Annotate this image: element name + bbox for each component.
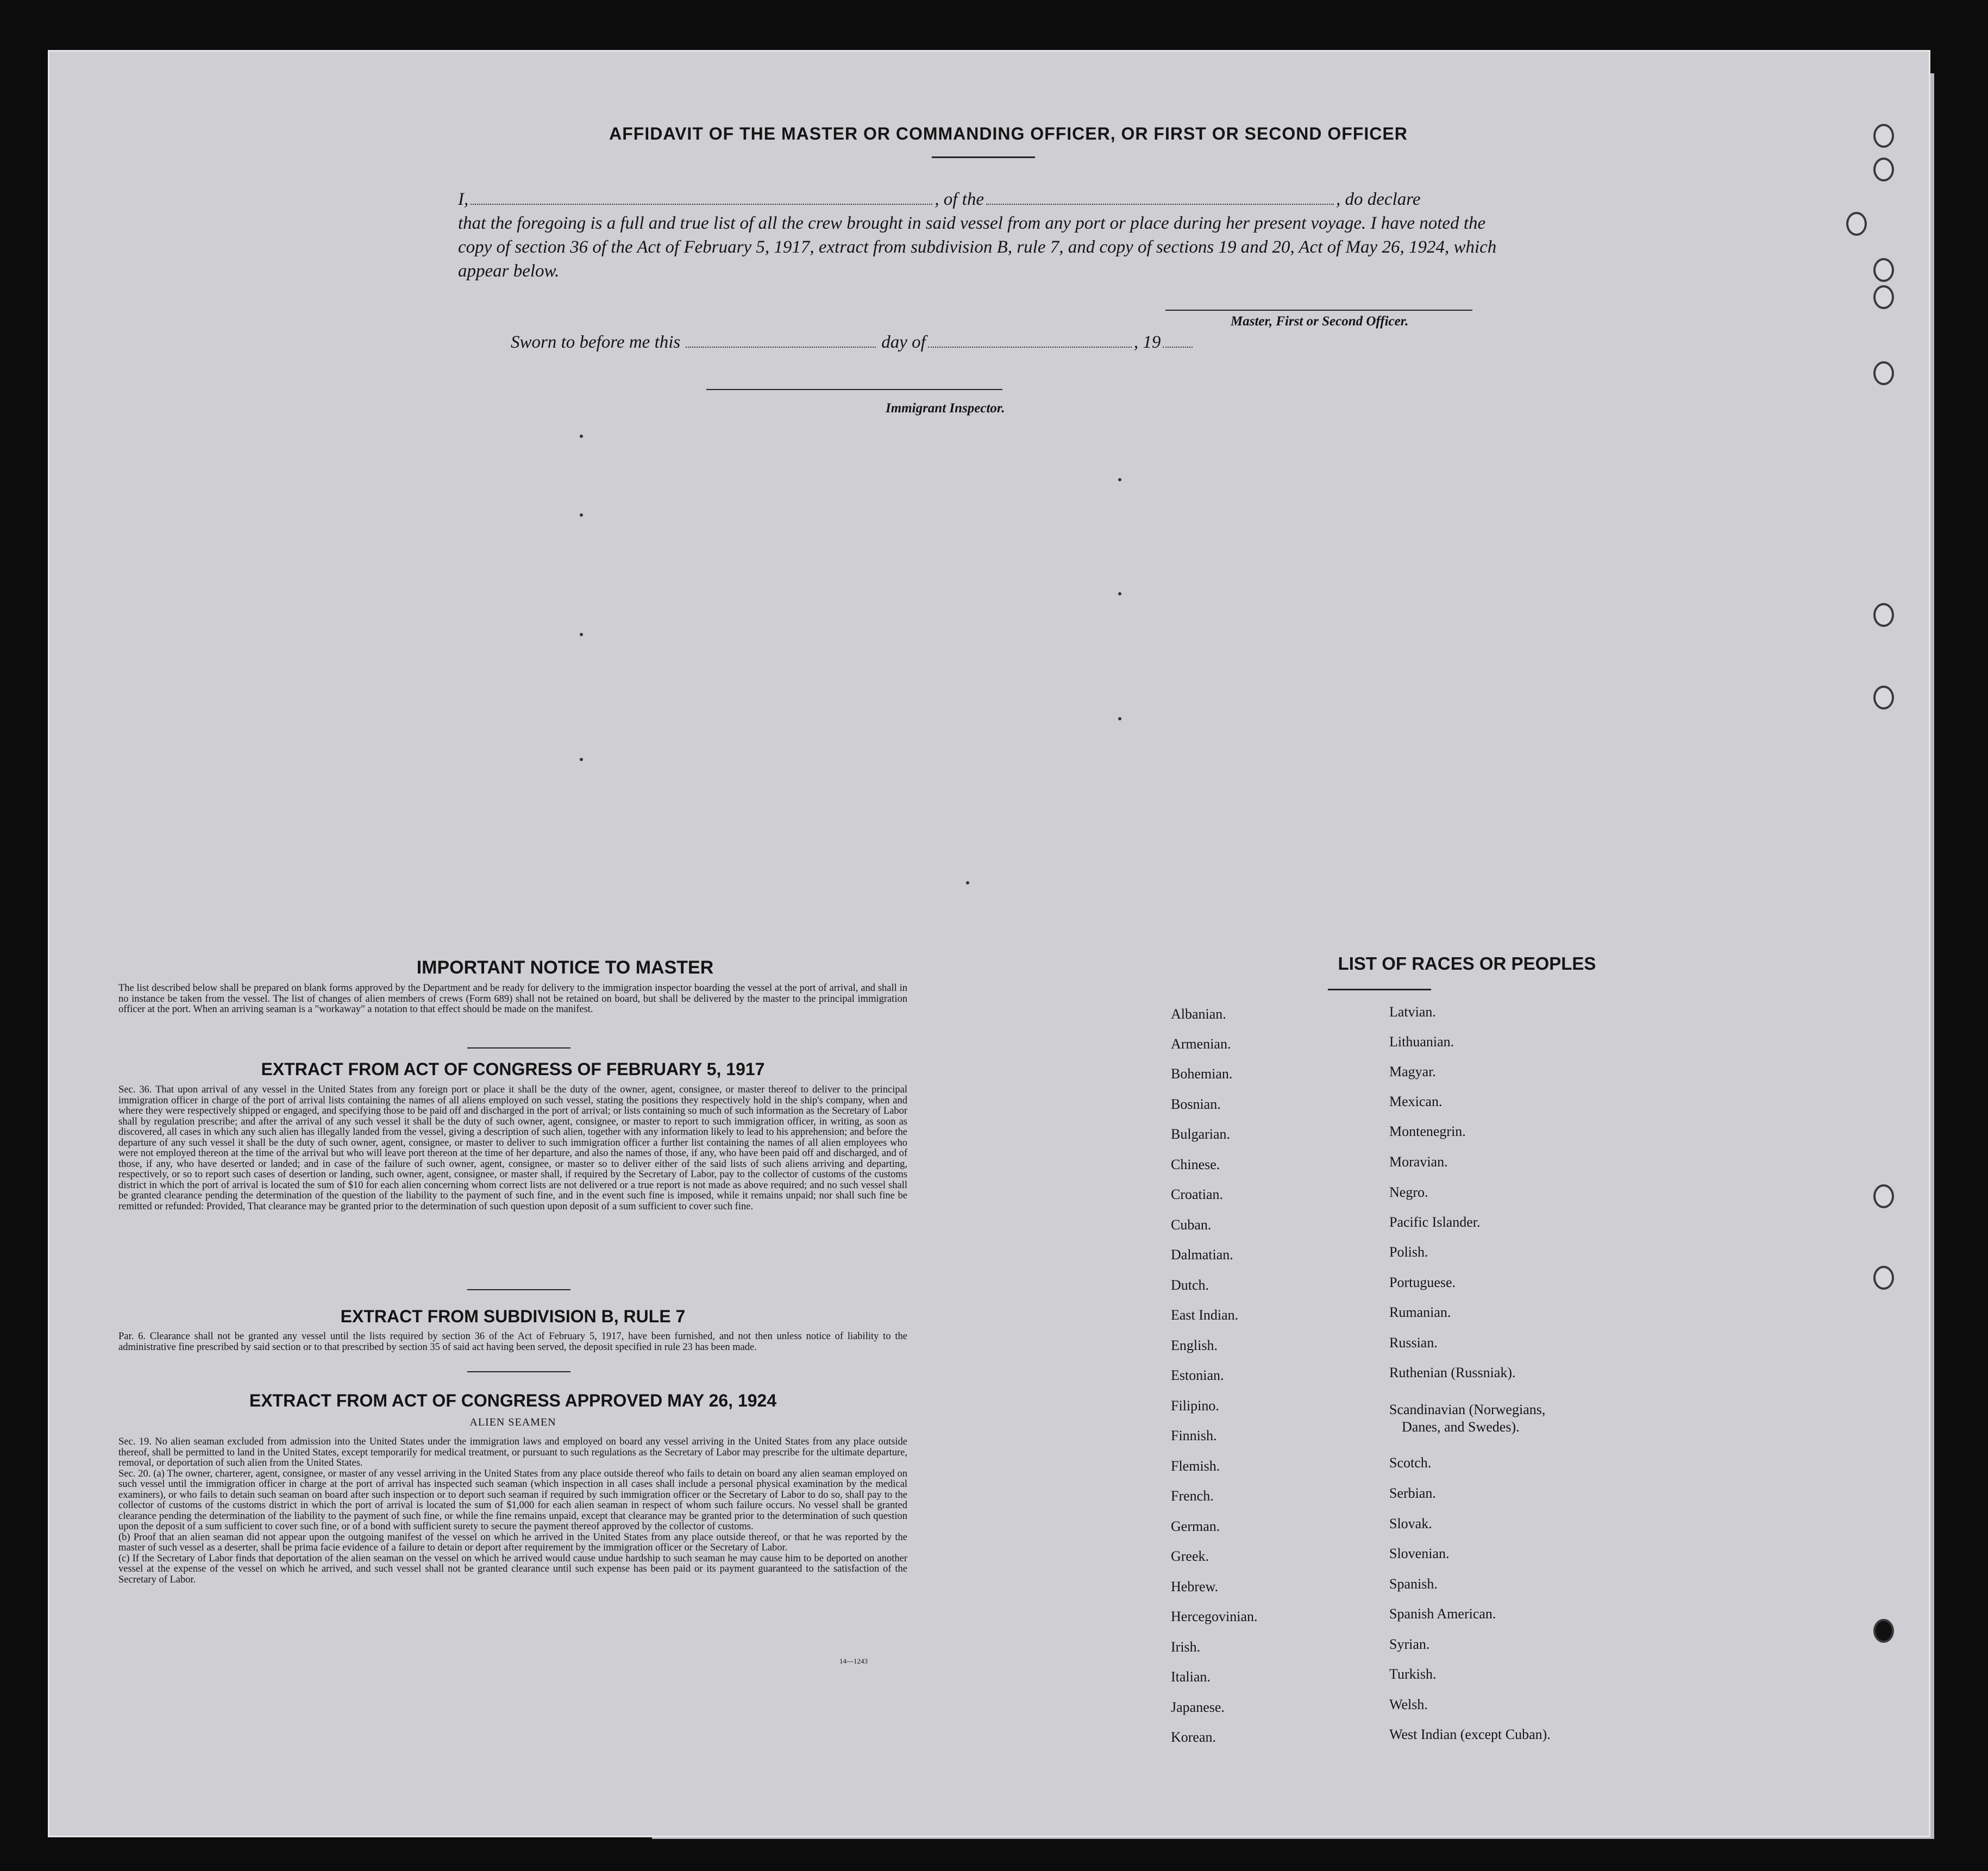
affidavit-body: [458, 187, 1507, 283]
race-item: Dutch.: [1171, 1277, 1209, 1293]
race-item: Bosnian.: [1171, 1096, 1221, 1112]
race-item: French.: [1171, 1488, 1214, 1504]
master-signature-line[interactable]: [1165, 310, 1472, 311]
race-item: Montenegrin.: [1389, 1123, 1466, 1139]
punch-hole: [1873, 124, 1894, 148]
race-item: Bohemian.: [1171, 1066, 1233, 1082]
race-item: Spanish American.: [1389, 1606, 1496, 1622]
divider: [1328, 989, 1431, 990]
race-item: Syrian.: [1389, 1636, 1430, 1652]
race-item: Irish.: [1171, 1639, 1201, 1655]
race-item: Rumanian.: [1389, 1304, 1451, 1320]
inspector-label: Immigrant Inspector.: [886, 401, 1005, 416]
extract3-subtitle: ALIEN SEAMEN: [469, 1416, 556, 1428]
stray-dot: [580, 435, 583, 438]
race-item: Scandinavian (Norwegians,: [1389, 1402, 1546, 1417]
sworn-line: [511, 332, 1195, 353]
affidavit-do-declare: , do declare: [1335, 190, 1421, 209]
affidavit-title: AFFIDAVIT OF THE MASTER OR COMMANDING OFFICER, OR FIRST OR SECOND OFFICER: [609, 124, 1408, 143]
punch-hole: [1873, 1619, 1894, 1643]
extract1-title: EXTRACT FROM ACT OF CONGRESS OF FEBRUARY 5, 1917: [261, 1059, 765, 1079]
race-item: Hebrew.: [1171, 1579, 1219, 1594]
master-signature-label: Master, First or Second Officer.: [1231, 314, 1409, 329]
extract1-text: Sec. 36. That upon arrival of any vessel in the United States from any foreign port or place it shall be the duty of the owner, agent, consignee, or master thereof to deliver to the principal immigration officer in charge of the port of arrival lists containing the names of all aliens employed on such vessel, stating the positions they respectively hold in the ship's company, when and where they were respectively shipped or engaged, and specifying those to be paid off and discharged in the port of arrival; or lists containing so much of such information as the Secretary of Labor shall by regulation prescribe; and after the arrival of any such vessel it shall be the duty of such owner, agent, consignee, or master to report to such immigration officer, in writing, as soon as discovered, all cases in which any such alien has illegally landed from the vessel, giving a description of such alien, together with any information likely to lead to his apprehension; and before the departure of any such vessel it shall be the duty of such owner, agent, consignee, or master to deliver to such immigration officer a further list containing the names of all alien employees who were not employed thereon at the time of the arrival but who will leave port thereon at the time of her departure, and also the names of those, if any, who have been paid off and discharged, and of those, if any, who have deserted or landed; and in case of the failure of such owner, agent, consignee, or master so to deliver either of the said lists of such aliens arriving and departing, respectively, or so to report such cases of desertion or landing, such owner, agent, consignee, or master shall, if required by the Secretary of Labor, pay to the collector of customs of the customs district in which the port of arrival is located the sum of $10 for each alien concerning whom correct lists are not delivered or a true report is not made as above required; and no such vessel shall be granted clearance pending the determination of the question of the liability to the payment of such fine, and in the event such fine is imposed, while it remains unpaid; nor shall such fine be remitted or refunded: Provided, That clearance may be granted prior to the determination of such question upon deposit of a sum sufficient to cover such fine.: [118, 1084, 907, 1212]
race-item: Croatian.: [1171, 1186, 1224, 1202]
inspector-signature-line[interactable]: [706, 389, 1002, 390]
race-item: Finnish.: [1171, 1428, 1217, 1443]
race-item: Cuban.: [1171, 1217, 1212, 1233]
race-item: Dalmatian.: [1171, 1247, 1233, 1263]
race-item: Latvian.: [1389, 1004, 1436, 1020]
race-item: Welsh.: [1389, 1697, 1428, 1712]
race-item: Polish.: [1389, 1244, 1428, 1260]
race-item: Korean.: [1171, 1729, 1216, 1745]
punch-hole: [1873, 1266, 1894, 1290]
punch-hole: [1846, 212, 1867, 236]
race-item: Scotch.: [1389, 1455, 1432, 1471]
notice-text: The list described below shall be prepared on blank forms approved by the Department and be ready for delivery to the immigration inspector boarding the vessel at the port of arrival, and shall in no instance be taken from the vessel. The list of changes of alien members of crews (Form 689) shall not be retained on board, but shall be delivered by the master to the principal immigration officer at the port. When an arriving seaman is a "workaway" a notation to that effect should be made on the manifest.: [118, 983, 907, 1015]
sec20c-text: (c) If the Secretary of Labor finds that deportation of the alien seaman on the vessel on which he arrived would cause undue hardship to such seaman he may cause him to be deported on another vessel at the expense of the vessel on which he arrived, and such vessel shall not be granted clearance until such expense has been paid or its payment guaranteed to the satisfaction of the Secretary of Labor.: [118, 1553, 907, 1585]
race-item: Danes, and Swedes).: [1402, 1419, 1520, 1435]
race-item: Albanian.: [1171, 1006, 1226, 1022]
race-item: Lithuanian.: [1389, 1034, 1454, 1050]
year-label: , 19: [1133, 332, 1161, 352]
race-item: Estonian.: [1171, 1367, 1224, 1383]
race-item: Turkish.: [1389, 1666, 1437, 1682]
day-blank[interactable]: [686, 344, 876, 348]
race-item: Slovak.: [1389, 1516, 1432, 1531]
affidavit-of-the: , of the: [935, 190, 984, 209]
sec20a-text: Sec. 20. (a) The owner, charterer, agent, consignee, or master of any vessel arriving in the United States from any place outside thereof who fails to detain on board any alien seaman employed on such vessel until the immigration officer in charge at the port of arrival has inspected such seaman (which inspection in all cases shall include a personal physical examination by the medical examiners), or who fails to detain such seaman on board after such inspection or to deport such seaman if required by such immigration officer or the Secretary of Labor to do so, shall pay to the collector of customs of the customs district in which the port of arrival is located the sum of $1,000 for each alien seaman in respect of whom such failure occurs. No vessel shall be granted clearance pending the determination of the liability to the payment of such fine, or while the fine remains unpaid, except that clearance may be granted prior to the determination of such question upon the deposit of a sum sufficient to cover such fine, or of a bond with sufficient surety to secure the payment thereof approved by the collector of customs.: [118, 1468, 907, 1532]
race-item: Bulgarian.: [1171, 1126, 1231, 1142]
stray-dot: [966, 881, 969, 884]
race-item: Slovenian.: [1389, 1546, 1450, 1561]
race-item: Greek.: [1171, 1548, 1209, 1564]
stray-dot: [580, 758, 583, 761]
race-item: West Indian (except Cuban).: [1389, 1726, 1551, 1742]
extract2-text: Par. 6. Clearance shall not be granted any vessel until the lists required by section 36 of the Act of February 5, 1917, have been furnished, and not then unless notice of liability to the administrative fine prescribed by said section or to that prescribed by section 35 of said act having been served, the deposit specified in rule 23 has been made.: [118, 1331, 907, 1353]
vessel-blank[interactable]: [986, 202, 1334, 205]
race-item: Magyar.: [1389, 1064, 1436, 1079]
divider: [467, 1047, 570, 1048]
race-item: East Indian.: [1171, 1307, 1239, 1323]
stray-dot: [1118, 592, 1121, 595]
stray-dot: [580, 633, 583, 636]
races-title: LIST OF RACES OR PEOPLES: [1338, 953, 1596, 974]
race-item: Negro.: [1389, 1184, 1428, 1200]
stray-dot: [1118, 478, 1121, 481]
race-item: Serbian.: [1389, 1485, 1436, 1501]
extract3-text: [118, 1437, 907, 1585]
race-item: Italian.: [1171, 1669, 1211, 1685]
race-item: Filipino.: [1171, 1398, 1219, 1414]
stray-dot: [580, 513, 583, 517]
race-item: German.: [1171, 1518, 1220, 1534]
punch-hole: [1873, 258, 1894, 282]
name-blank[interactable]: [471, 202, 932, 205]
sec19-text: Sec. 19. No alien seaman excluded from admission into the United States under the immigration laws and employed on board any vessel arriving in the United States from any place outside thereof, shall be permitted to land in the United States, except temporarily for medical treatment, or pursuant to such regulations as the Secretary of Labor may prescribe for the ultimate departure, removal, or deportation of such alien from the United States.: [118, 1436, 907, 1468]
race-item: Japanese.: [1171, 1699, 1225, 1715]
race-item: Flemish.: [1171, 1458, 1220, 1474]
notice-title: IMPORTANT NOTICE TO MASTER: [416, 957, 714, 978]
punch-hole: [1873, 285, 1894, 309]
month-blank[interactable]: [928, 344, 1132, 348]
sworn-prefix: Sworn to before me this: [511, 332, 681, 352]
race-item: Armenian.: [1171, 1036, 1231, 1052]
race-item: Chinese.: [1171, 1157, 1220, 1172]
punch-hole: [1873, 1184, 1894, 1208]
race-item: Russian.: [1389, 1335, 1438, 1351]
punch-hole: [1873, 686, 1894, 710]
year-blank[interactable]: [1163, 344, 1193, 348]
race-item: Portuguese.: [1389, 1274, 1456, 1290]
form-number: 14—1243: [839, 1657, 868, 1665]
punch-hole: [1873, 158, 1894, 181]
punch-hole: [1873, 603, 1894, 627]
divider: [467, 1371, 570, 1372]
divider: [467, 1289, 570, 1290]
race-item: English.: [1171, 1338, 1218, 1353]
race-item: Pacific Islander.: [1389, 1214, 1481, 1230]
stray-dot: [1118, 717, 1121, 720]
day-of-label: day of: [881, 332, 926, 352]
sec20b-text: (b) Proof that an alien seaman did not appear upon the outgoing manifest of the vessel on which he arrived in the United States from any place outside thereof, or that he was reported by the master of such vessel as a deserter, shall be prima facie evidence of a failure to detain or deport after requirement by the immigration officer or the Secretary of Labor.: [118, 1531, 907, 1553]
race-item: Ruthenian (Russniak).: [1389, 1365, 1516, 1380]
divider: [932, 156, 1035, 158]
affidavit-text: that the foregoing is a full and true list of all the crew brought in said vessel from any port or place during her present voyage. I have noted the copy of section 36 of the Act of February 5, 1917, extract from subdivision B, rule 7, and copy of sections 19 and 20, Act of May 26, 1924, which appear below.: [458, 214, 1497, 281]
race-item: Mexican.: [1389, 1094, 1443, 1109]
extract3-title: EXTRACT FROM ACT OF CONGRESS APPROVED MAY 26, 1924: [249, 1391, 777, 1410]
affidavit-i: I,: [458, 190, 469, 209]
race-item: Hercegovinian.: [1171, 1609, 1258, 1624]
race-item: Spanish.: [1389, 1576, 1438, 1592]
extract2-title: EXTRACT FROM SUBDIVISION B, RULE 7: [340, 1307, 686, 1326]
race-item: Moravian.: [1389, 1154, 1448, 1170]
punch-hole: [1873, 361, 1894, 385]
